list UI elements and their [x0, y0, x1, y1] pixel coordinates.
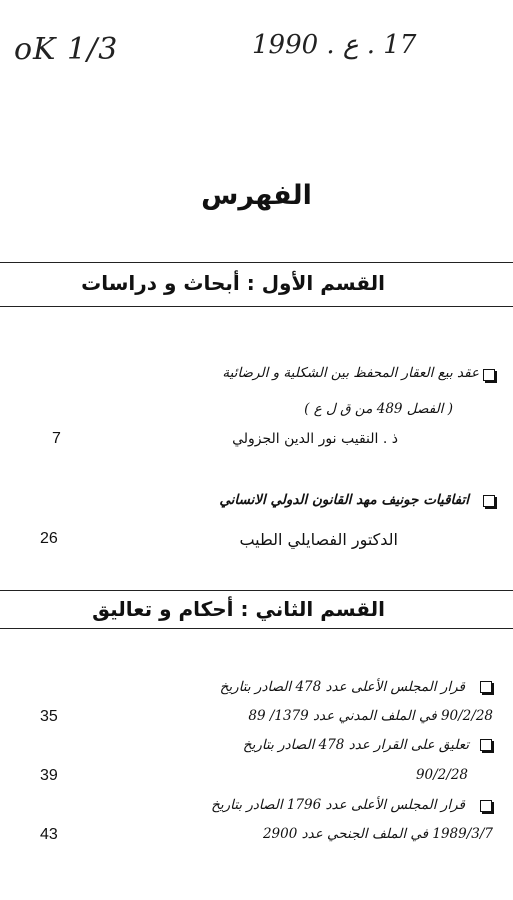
- section1-heading: القسم الأول : أبحاث و دراسات: [81, 271, 385, 295]
- entry-subtitle: ( الفصل 489 من ق ل ع ): [304, 401, 453, 417]
- checkbox-icon: [483, 369, 495, 381]
- page-title: الفهرس: [201, 180, 312, 211]
- entry-line: 90/2/28: [415, 767, 468, 783]
- entry-page-number: 7: [52, 430, 61, 447]
- entry-line: قرار المجلس الأعلى عدد 1796 الصادر بتاريخ: [211, 797, 465, 813]
- section2-top-rule: [0, 590, 513, 591]
- entry-page-number: 39: [40, 767, 58, 784]
- entry-title: اتفاقيات جونيف مهد القانون الدولي الانساني: [219, 492, 469, 508]
- entry-page-number: 35: [40, 708, 58, 725]
- entry-page-number: 26: [40, 530, 58, 547]
- section1-bottom-rule: [0, 306, 513, 307]
- entry-title: عقد بيع العقار المحفظ بين الشكلية و الرضائية: [222, 365, 479, 381]
- entry-page-number: 43: [40, 826, 58, 843]
- checkbox-icon: [480, 800, 492, 812]
- entry-line: 1989/3/7 في الملف الجنحي عدد 2900: [262, 826, 493, 842]
- entry-author: الدكتور الفصايلي الطيب: [239, 530, 398, 549]
- section2-heading: القسم الثاني : أحكام و تعاليق: [92, 597, 385, 621]
- checkbox-icon: [480, 739, 492, 751]
- entry-line: 90/2/28 في الملف المدني عدد 1379/ 89: [248, 708, 493, 724]
- checkbox-icon: [483, 495, 495, 507]
- checkbox-icon: [480, 681, 492, 693]
- handwritten-date-note: 17 . ع . 1990: [252, 30, 417, 60]
- section2-bottom-rule: [0, 628, 513, 629]
- handwritten-note-left: oK 1/3: [14, 32, 119, 67]
- entry-author: ذ . النقيب نور الدين الجزولي: [232, 431, 398, 447]
- section1-top-rule: [0, 262, 513, 263]
- entry-line: قرار المجلس الأعلى عدد 478 الصادر بتاريخ: [219, 679, 465, 695]
- entry-line: تعليق على القرار عدد 478 الصادر بتاريخ: [242, 737, 469, 753]
